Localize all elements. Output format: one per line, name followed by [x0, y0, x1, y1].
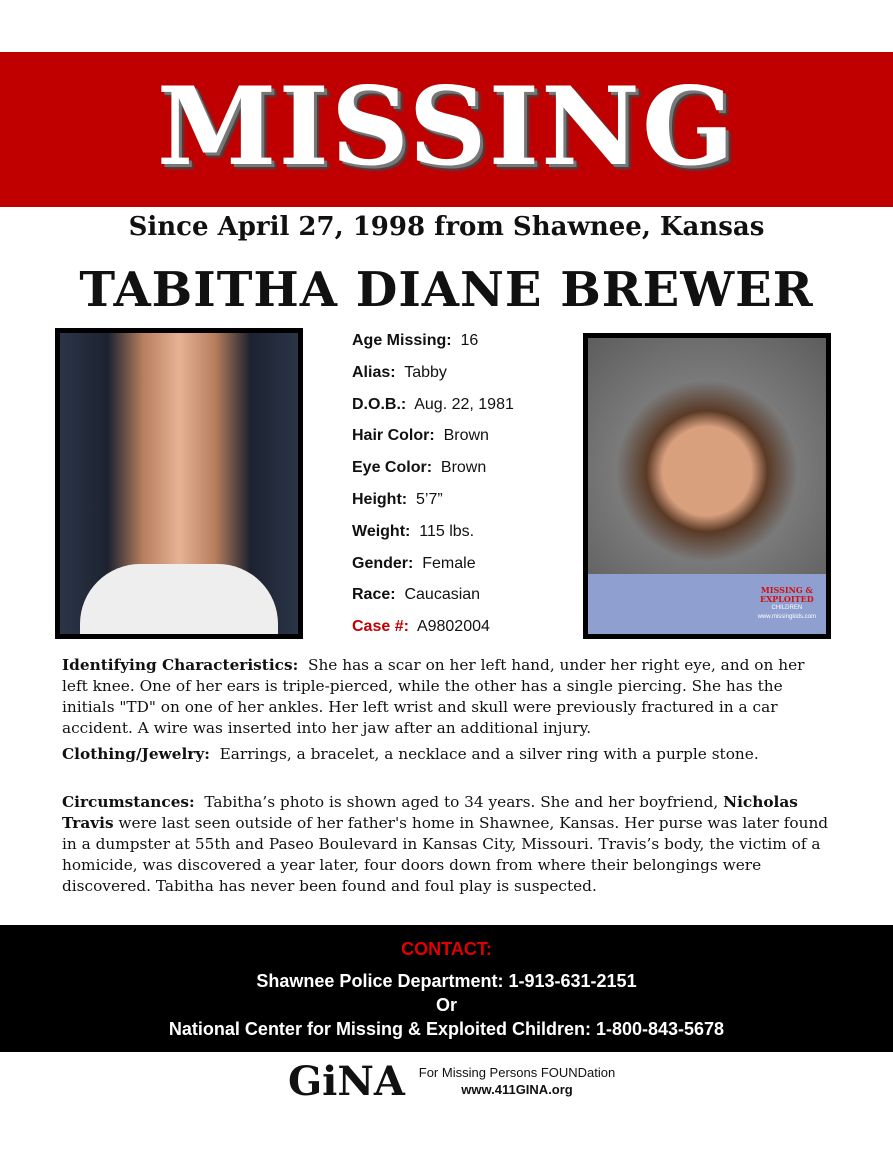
- detail-label: Hair Color:: [352, 427, 435, 445]
- detail-row: [352, 555, 476, 573]
- gina-url: www.411GINA.org: [461, 1082, 573, 1097]
- detail-row: [352, 523, 474, 541]
- detail-row: [352, 427, 489, 445]
- detail-value: Tabby: [404, 363, 447, 381]
- detail-label: D.O.B.:: [352, 395, 407, 413]
- contact-heading: CONTACT:: [401, 939, 492, 959]
- photo-at-disappearance: [55, 328, 303, 639]
- contact-ncmec: National Center for Missing & Exploited Children: 1-800-843-5678: [168, 1019, 725, 1039]
- detail-value: Brown: [440, 459, 487, 477]
- detail-row: [352, 586, 480, 604]
- detail-label: Weight:: [352, 522, 411, 540]
- detail-label: Race:: [352, 586, 396, 604]
- circumstances: Circumstances: Tabitha’s photo is shown aged to 34 years. She and her boyfriend, Nicholas Travis were last seen outside of her father's home in Shawnee, Kansas. Her purse was later found in a dumpster at 55th and Paseo Boulevard in Kansas City, Missouri. Travis’s body, the victim of a homicide, was discovered a year later, four doors down from where their belongings were discovered. Tabitha has never been found and foul play is suspected.: [62, 793, 829, 895]
- detail-label: Height:: [352, 491, 408, 508]
- age-progressed-photo: [583, 333, 831, 639]
- detail-label: Gender:: [352, 554, 414, 572]
- detail-value: A9802004: [416, 618, 490, 636]
- detail-row: [352, 459, 486, 477]
- detail-row: [352, 491, 443, 509]
- detail-value: 115 lbs.: [419, 522, 475, 540]
- person-name: TABITHA DIANE BREWER: [79, 262, 814, 318]
- identifying-characteristics: Identifying Characteristics: She has a scar on her left hand, under her right eye, and on her left knee. One of her ears is triple-pierced, while the other has a single piercing. She has the initials "TD" on one of her ankles. Her left wrist and skull were previously fractured in a car accident. A wire was inserted into her jaw after an additional injury.: [62, 656, 805, 737]
- ncmec-logo: MISSING & EXPLOITED CHILDREN www.missingkids.com: [757, 585, 816, 620]
- contact-or: Or: [435, 995, 457, 1015]
- detail-row: [352, 364, 447, 382]
- contact-police: Shawnee Police Department: 1-913-631-2151: [256, 971, 637, 991]
- detail-label: Alias:: [352, 363, 396, 381]
- detail-label: Case #:: [352, 618, 409, 636]
- detail-value: Caucasian: [404, 586, 481, 604]
- detail-value: Female: [422, 554, 476, 572]
- clothing-jewelry: Clothing/Jewelry: Earrings, a bracelet, a necklace and a silver ring with a purple stone.: [62, 745, 759, 763]
- detail-value: 5’7”: [416, 491, 443, 508]
- detail-label: Age Missing:: [352, 332, 452, 349]
- gina-tagline: For Missing Persons FOUNDation: [418, 1065, 616, 1080]
- detail-row: [352, 396, 514, 414]
- missing-title: MISSING: [156, 64, 737, 190]
- detail-row: [352, 618, 490, 636]
- missing-since: Since April 27, 1998 from Shawnee, Kansas: [128, 212, 765, 242]
- detail-value: Brown: [443, 427, 489, 445]
- contact-section: [0, 925, 893, 1052]
- detail-row: [352, 332, 478, 350]
- detail-value: Aug. 22, 1981: [414, 395, 514, 413]
- detail-label: Eye Color:: [352, 459, 433, 477]
- detail-value: 16: [460, 332, 479, 349]
